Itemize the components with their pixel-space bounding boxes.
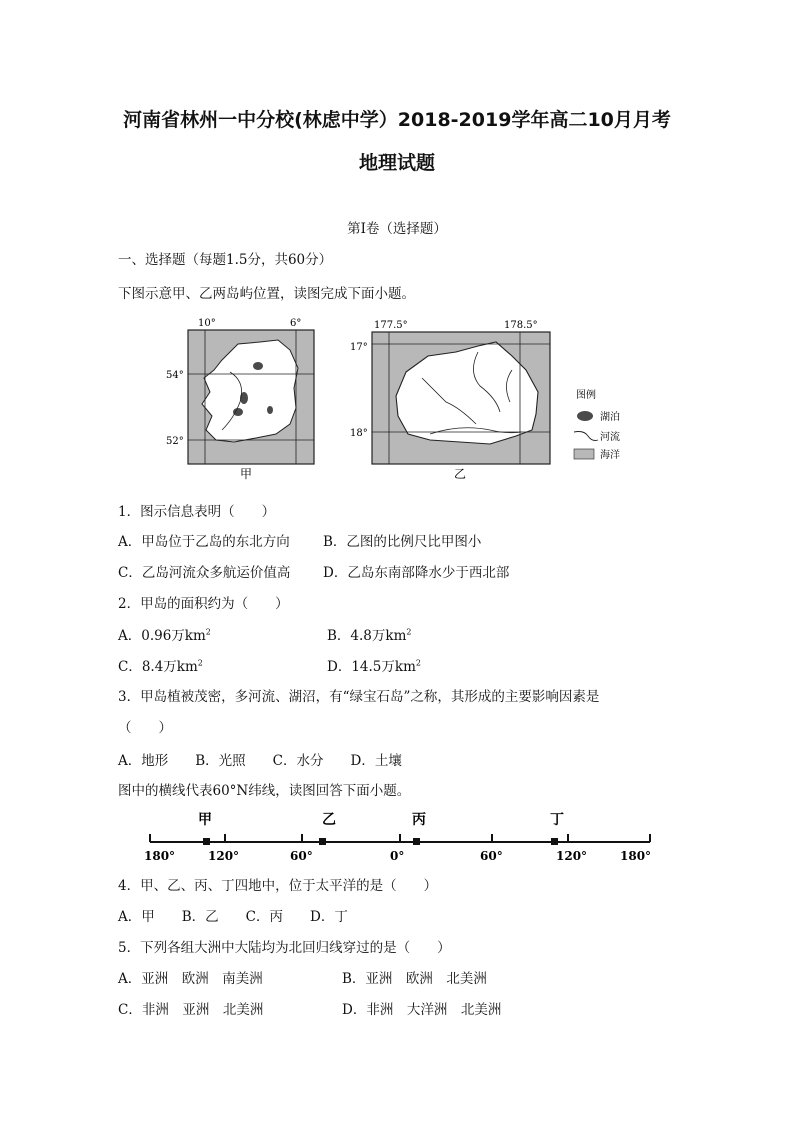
question-2-option-c: C．8.4万$km^2$ <box>118 658 203 675</box>
point-jia-label: 甲 <box>198 812 212 828</box>
intro-text-2: 图中的横线代表60°N纬线，读图回答下面小题。 <box>118 783 411 799</box>
map-legend <box>574 388 620 461</box>
yi-lat-top: 17° <box>350 342 368 353</box>
section-header: 第Ⅰ卷（选择题） <box>347 221 447 237</box>
legend-river: 河流 <box>600 432 620 443</box>
exam-title: 河南省林州一中分校(林虑中学）2018-2019学年高二10月月考 <box>123 109 671 131</box>
yi-lon-right: 178.5° <box>504 320 538 331</box>
question-1-option-c: C．乙岛河流众多航运价值高 <box>118 565 291 581</box>
question-1-option-a: A．甲岛位于乙岛的东北方向 <box>118 534 290 550</box>
question-3-stem-cont: （ ） <box>118 720 172 736</box>
question-4-options: A．甲 B．乙 C．丙 D．丁 <box>118 909 348 925</box>
legend-title: 图例 <box>576 390 596 401</box>
tick-label: 120° <box>556 849 588 863</box>
map-yi <box>350 320 550 481</box>
tick-label: 60° <box>480 849 503 863</box>
question-5-stem: 5．下列各组大洲中大陆均为北回归线穿过的是（ ） <box>118 940 451 956</box>
point-ding-label: 丁 <box>550 812 564 828</box>
question-2-stem: 2．甲岛的面积约为（ ） <box>118 596 289 612</box>
jia-lat-top: 54° <box>166 370 184 381</box>
jia-lon-right: 6° <box>290 318 302 329</box>
river-legend-icon <box>574 432 598 441</box>
tick-label: 0° <box>390 849 405 863</box>
ocean-legend-icon <box>574 449 594 459</box>
tick-label: 180° <box>144 849 176 863</box>
yi-lon-left: 177.5° <box>374 320 408 331</box>
island-maps-figure <box>160 312 670 482</box>
question-4-stem: 4．甲、乙、丙、丁四地中，位于太平洋的是（ ） <box>118 878 438 894</box>
intro-text-1: 下图示意甲、乙两岛屿位置，读图完成下面小题。 <box>118 286 415 302</box>
tick-label: 60° <box>290 849 313 863</box>
point-ding-marker <box>551 838 558 845</box>
point-bing-label: 丙 <box>412 812 426 828</box>
question-2-option-b: B．4.8万$km^2$ <box>327 627 412 644</box>
lake-legend-icon <box>577 411 593 421</box>
tick-label: 120° <box>208 849 240 863</box>
question-3-stem: 3．甲岛植被茂密，多河流、湖沼，有“绿宝石岛”之称，其形成的主要影响因素是 <box>118 689 600 705</box>
jia-caption: 甲 <box>240 467 253 481</box>
part-one-heading: 一、选择题（每题1.5分，共60分） <box>118 252 333 268</box>
question-1-stem: 1．图示信息表明（ ） <box>118 504 276 520</box>
question-2-option-d: D．14.5万$km^2$ <box>327 658 421 675</box>
legend-lake: 湖泊 <box>600 412 620 423</box>
question-3-options: A．地形 B．光照 C．水分 D．土壤 <box>118 753 402 769</box>
yi-caption: 乙 <box>454 467 467 481</box>
tick-label: 180° <box>620 849 652 863</box>
question-5-option-b: B．亚洲 欧洲 北美洲 <box>342 971 487 987</box>
map-jia <box>166 318 314 481</box>
jia-lat-bottom: 52° <box>166 436 184 447</box>
point-yi-label: 乙 <box>322 812 336 828</box>
point-jia-marker <box>203 838 210 845</box>
question-1-option-d: D．乙岛东南部降水少于西北部 <box>323 565 510 581</box>
exam-subtitle: 地理试题 <box>358 152 435 174</box>
point-bing-marker <box>413 838 420 845</box>
question-5-option-d: D．非洲 大洋洲 北美洲 <box>342 1002 502 1018</box>
legend-ocean: 海洋 <box>600 450 620 461</box>
question-5-option-c: C．非洲 亚洲 北美洲 <box>118 1002 264 1018</box>
yi-lat-bottom: 18° <box>350 428 368 439</box>
question-2-option-a: A．0.96万$km^2$ <box>118 627 211 644</box>
question-1-option-b: B．乙图的比例尺比甲图小 <box>323 534 482 550</box>
point-yi-marker <box>319 838 326 845</box>
latitude-line-figure <box>140 806 660 866</box>
jia-lon-left: 10° <box>198 318 216 329</box>
question-5-option-a: A．亚洲 欧洲 南美洲 <box>118 971 263 987</box>
